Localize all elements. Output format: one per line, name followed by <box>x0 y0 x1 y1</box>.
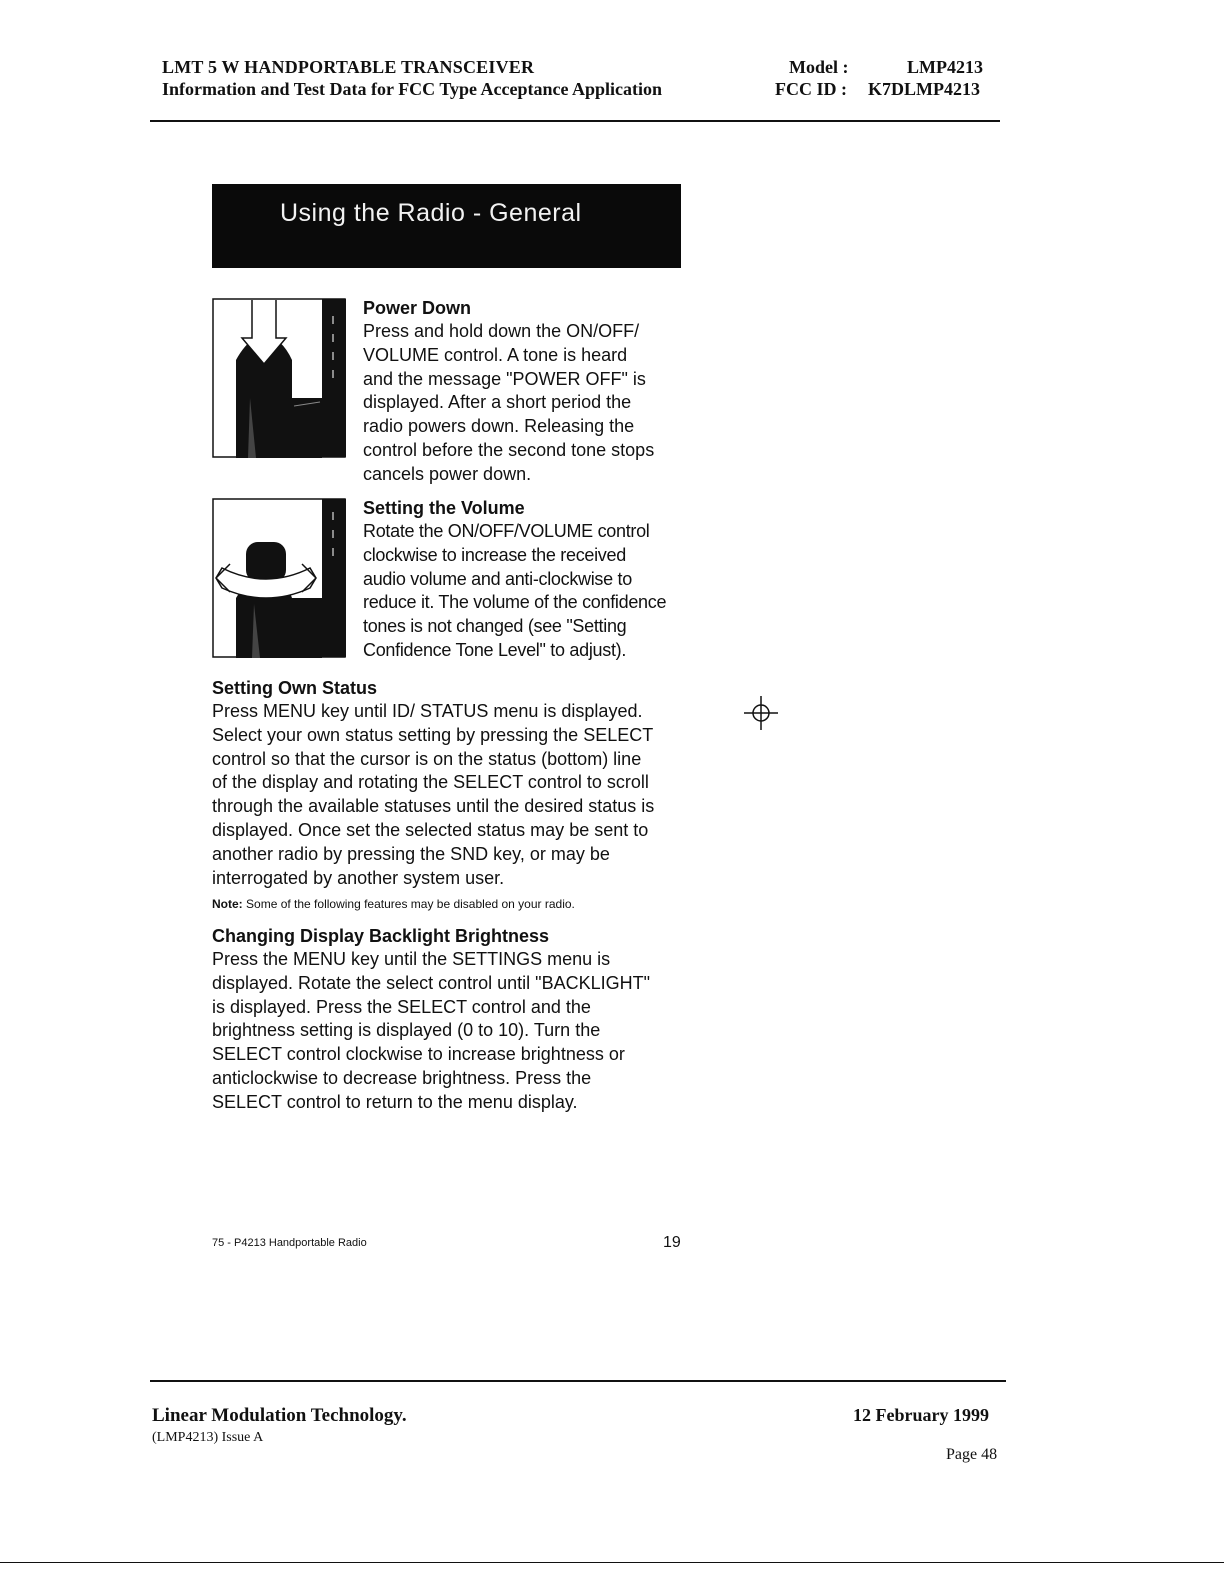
document-title: LMT 5 W HANDPORTABLE TRANSCEIVER <box>162 57 535 77</box>
note-label: Note: <box>212 897 243 911</box>
power-down-heading: Power Down <box>363 298 472 318</box>
registration-mark-icon <box>744 696 778 730</box>
features-note <box>212 897 575 912</box>
backlight-body: Press the MENU key until the SETTINGS menu is displayed. Rotate the select control until "BACKLIGHT" is displayed. Press the SELECT control and the brightness setting is displayed (0 to 10). Turn the SELECT control clockwise to increase brightness or anticlockwise to decrease brightness. Press the SELECT control to return to the menu display. <box>212 949 650 1112</box>
volume-rotate-illustration <box>212 498 346 658</box>
backlight-heading: Changing Display Backlight Brightness <box>212 926 550 946</box>
banner-title: Using the Radio - General <box>280 199 582 227</box>
fcc-id-value: K7DLMP4213 <box>868 79 980 99</box>
footer-rule <box>150 1380 1006 1382</box>
page-label: Page 48 <box>946 1446 998 1463</box>
model-value: LMP4213 <box>907 57 983 77</box>
manual-page-number: 19 <box>663 1234 681 1251</box>
company-name: Linear Modulation Technology. <box>152 1405 407 1426</box>
page-bottom-edge <box>0 1562 1224 1563</box>
manual-doc-ref: 75 - P4213 Handportable Radio <box>212 1237 367 1249</box>
power-down-body: Press and hold down the ON/OFF/ VOLUME control. A tone is heard and the message "POWER OFF" is displayed. After a short period the radio powers down. Releasing the control before the second tone stops cancels power down. <box>363 321 655 484</box>
fcc-id-label: FCC ID : <box>775 79 847 99</box>
volume-body: Rotate the ON/OFF/VOLUME control clockwise to increase the received audio volume and anti-clockwise to reduce it. The volume of the confidence tones is not changed (see "Setting Confidence Tone Level" to adjust). <box>363 521 667 660</box>
document-date: 12 February 1999 <box>853 1405 989 1425</box>
power-down-illustration <box>212 298 346 458</box>
model-label: Model : <box>789 57 849 77</box>
section-banner <box>212 184 681 268</box>
volume-heading: Setting the Volume <box>363 498 525 518</box>
issue-ref: (LMP4213) Issue A <box>152 1430 264 1445</box>
own-status-body: Press MENU key until ID/ STATUS menu is displayed. Select your own status setting by pressing the SELECT control so that the cursor is on the status (bottom) line of the display and rotating the SELECT control to scroll through the available statuses until the desired status is displayed. Once set the selected status may be sent to another radio by pressing the SND key, or may be interrogated by another system user. <box>212 701 655 888</box>
own-status-heading: Setting Own Status <box>212 678 378 698</box>
header-rule <box>150 120 1000 122</box>
note-text: Some of the following features may be disabled on your radio. <box>246 897 575 911</box>
document-subtitle: Information and Test Data for FCC Type Acceptance Application <box>162 79 663 99</box>
